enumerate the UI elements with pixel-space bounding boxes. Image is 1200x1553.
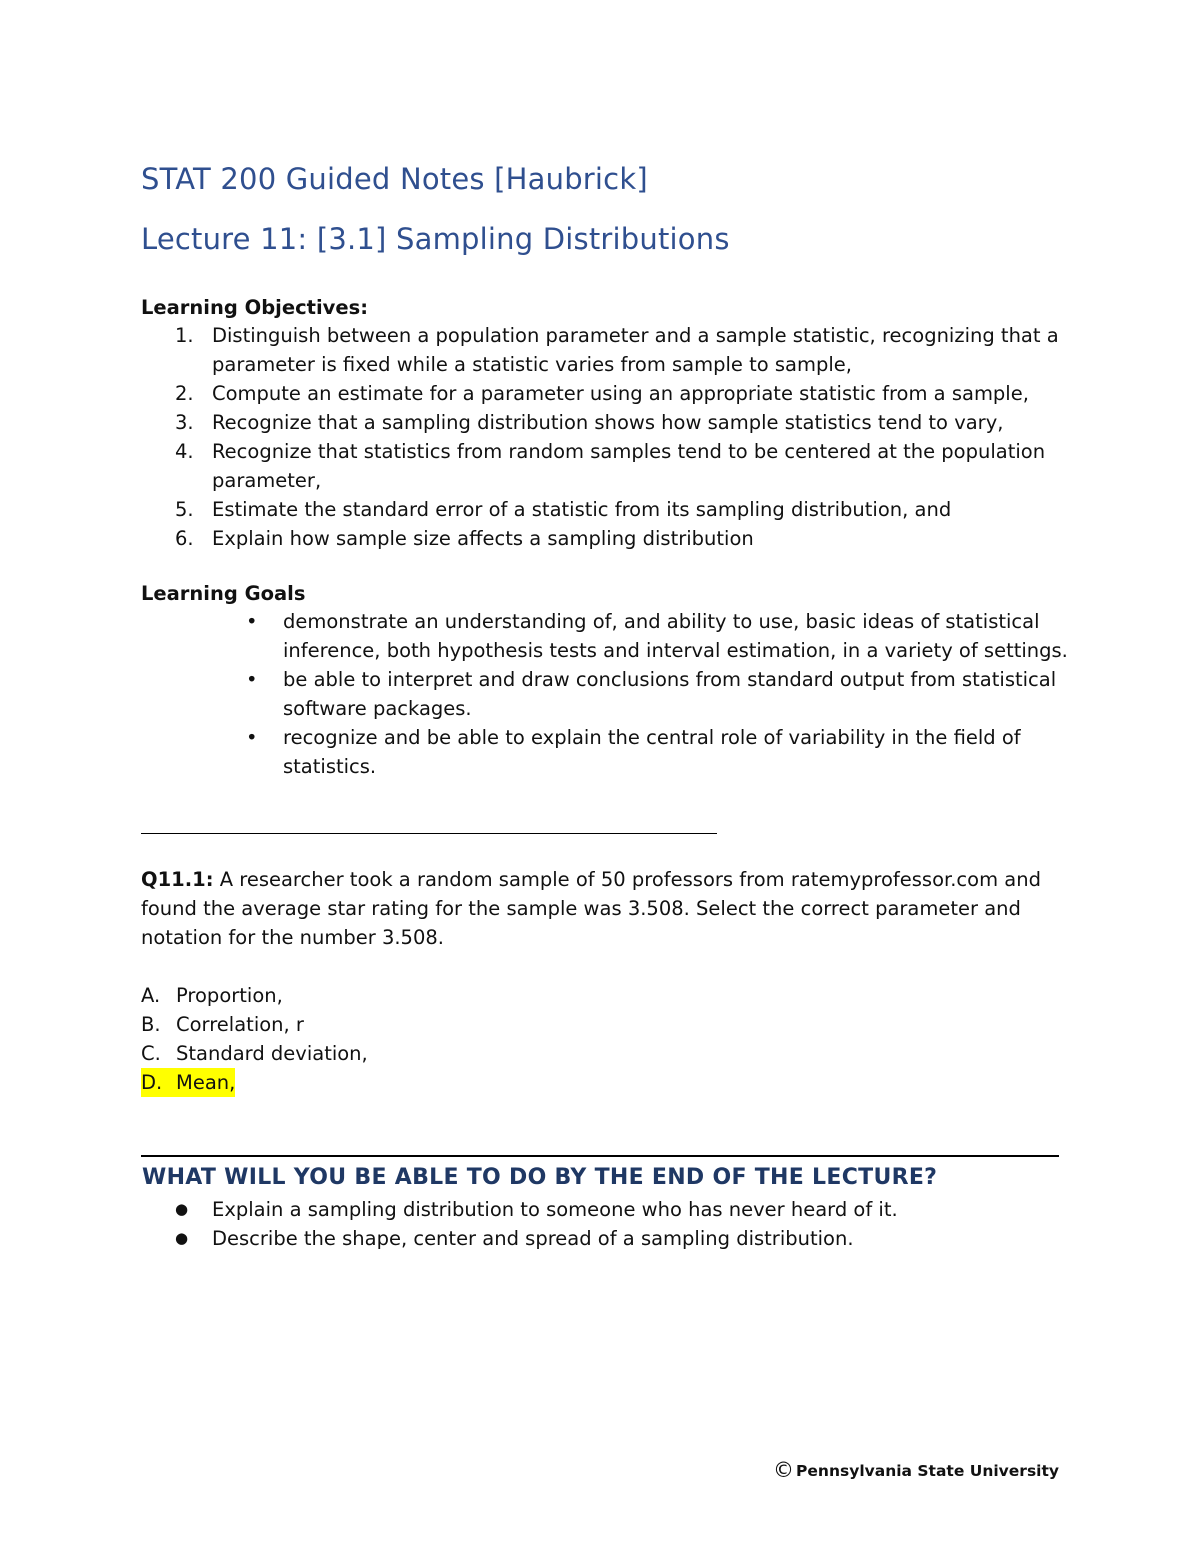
option-text: Proportion, [176,984,283,1007]
objective-line: Recognize that statistics from random samples tend to be centered at the population [212,440,1046,463]
objective-text [212,321,1059,379]
objectives-heading [141,293,368,322]
answer-option-d [141,1068,368,1097]
option-text: Mean, [176,1071,236,1094]
objectives-heading-colon: : [360,296,368,319]
bullet-icon: • [246,726,258,749]
end-section-divider [141,1155,1059,1157]
end-section-heading: WHAT WILL YOU BE ABLE TO DO BY THE END OF THE LECTURE? [142,1165,938,1190]
question-first-line [141,865,1041,894]
copyright-footer [773,1459,1059,1483]
objective-number: 6. [175,527,194,550]
objectives-heading-text: Learning Objectives [141,296,361,319]
objective-text [212,437,1045,495]
goal-text [283,723,1021,781]
objective-number: 4. [175,440,194,463]
answer-option-c [141,1039,368,1068]
objective-line: Estimate the standard error of a statistic from its sampling distribution, and [212,498,952,521]
lecture-title: Lecture 11: [3.1] Sampling Distributions [141,222,730,256]
objective-item-1 [175,321,1059,379]
option-letter: A. [141,984,161,1007]
goal-line: inference, both hypothesis tests and interval estimation, in a variety of settings. [283,639,1068,662]
goal-line: demonstrate an understanding of, and ability to use, basic ideas of statistical [283,610,1040,633]
objective-item-5 [175,495,1059,524]
option-text: Correlation, r [176,1013,304,1036]
goal-item-1 [246,607,1068,665]
objective-number: 3. [175,411,194,434]
goals-list [246,607,1068,781]
goal-text [283,665,1056,723]
question-label: Q11.1: [141,868,214,891]
footer-text: Pennsylvania State University [796,1462,1059,1480]
objective-line: Explain how sample size affects a sampling distribution [212,527,754,550]
bullet-icon: ● [175,1200,189,1218]
answer-options [141,981,368,1097]
objective-line: Distinguish between a population parameter and a sample statistic, recognizing that a [212,324,1059,347]
objective-line: parameter, [212,469,322,492]
goal-line: software packages. [283,697,472,720]
answer-option-b [141,1010,368,1039]
goal-item-2 [246,665,1068,723]
objective-number: 2. [175,382,194,405]
question-line: notation for the number 3.508. [141,926,444,949]
section-divider [141,833,717,834]
correct-answer-highlight [141,1068,235,1097]
goal-text [283,607,1068,665]
option-text: Standard deviation, [176,1042,368,1065]
question-line: found the average star rating for the sample was 3.508. Select the correct parameter and [141,897,1021,920]
objective-line: Compute an estimate for a parameter using an appropriate statistic from a sample, [212,382,1029,405]
end-item-text: Describe the shape, center and spread of a sampling distribution. [212,1227,854,1250]
question-line: A researcher took a random sample of 50 professors from ratemyprofessor.com and [213,868,1041,891]
bullet-icon: • [246,668,258,691]
answer-option-a [141,981,368,1010]
objective-number: 1. [175,324,194,347]
option-letter: B. [141,1013,161,1036]
end-item-text: Explain a sampling distribution to someone who has never heard of it. [212,1198,898,1221]
goal-line: recognize and be able to explain the central role of variability in the field of [283,726,1021,749]
objective-line: Recognize that a sampling distribution shows how sample statistics tend to vary, [212,411,1004,434]
end-section-list [175,1195,898,1253]
goals-heading: Learning Goals [141,582,306,605]
objectives-list [175,321,1059,553]
objective-item-6 [175,524,1059,553]
document-title: STAT 200 Guided Notes [Haubrick] [141,162,648,196]
bullet-icon: • [246,610,258,633]
objective-item-3 [175,408,1059,437]
objective-line: parameter is fixed while a statistic varies from sample to sample, [212,353,852,376]
end-item-1 [175,1195,898,1224]
copyright-icon: © [773,1458,795,1482]
option-letter: C. [141,1042,161,1065]
bullet-icon: ● [175,1229,189,1247]
goal-line: be able to interpret and draw conclusions from standard output from statistical [283,668,1057,691]
goal-line: statistics. [283,755,377,778]
objective-item-4 [175,437,1059,495]
goal-item-3 [246,723,1068,781]
end-item-2 [175,1224,898,1253]
objective-item-2 [175,379,1059,408]
option-letter: D. [141,1071,163,1094]
question-block [141,865,1041,952]
objective-number: 5. [175,498,194,521]
